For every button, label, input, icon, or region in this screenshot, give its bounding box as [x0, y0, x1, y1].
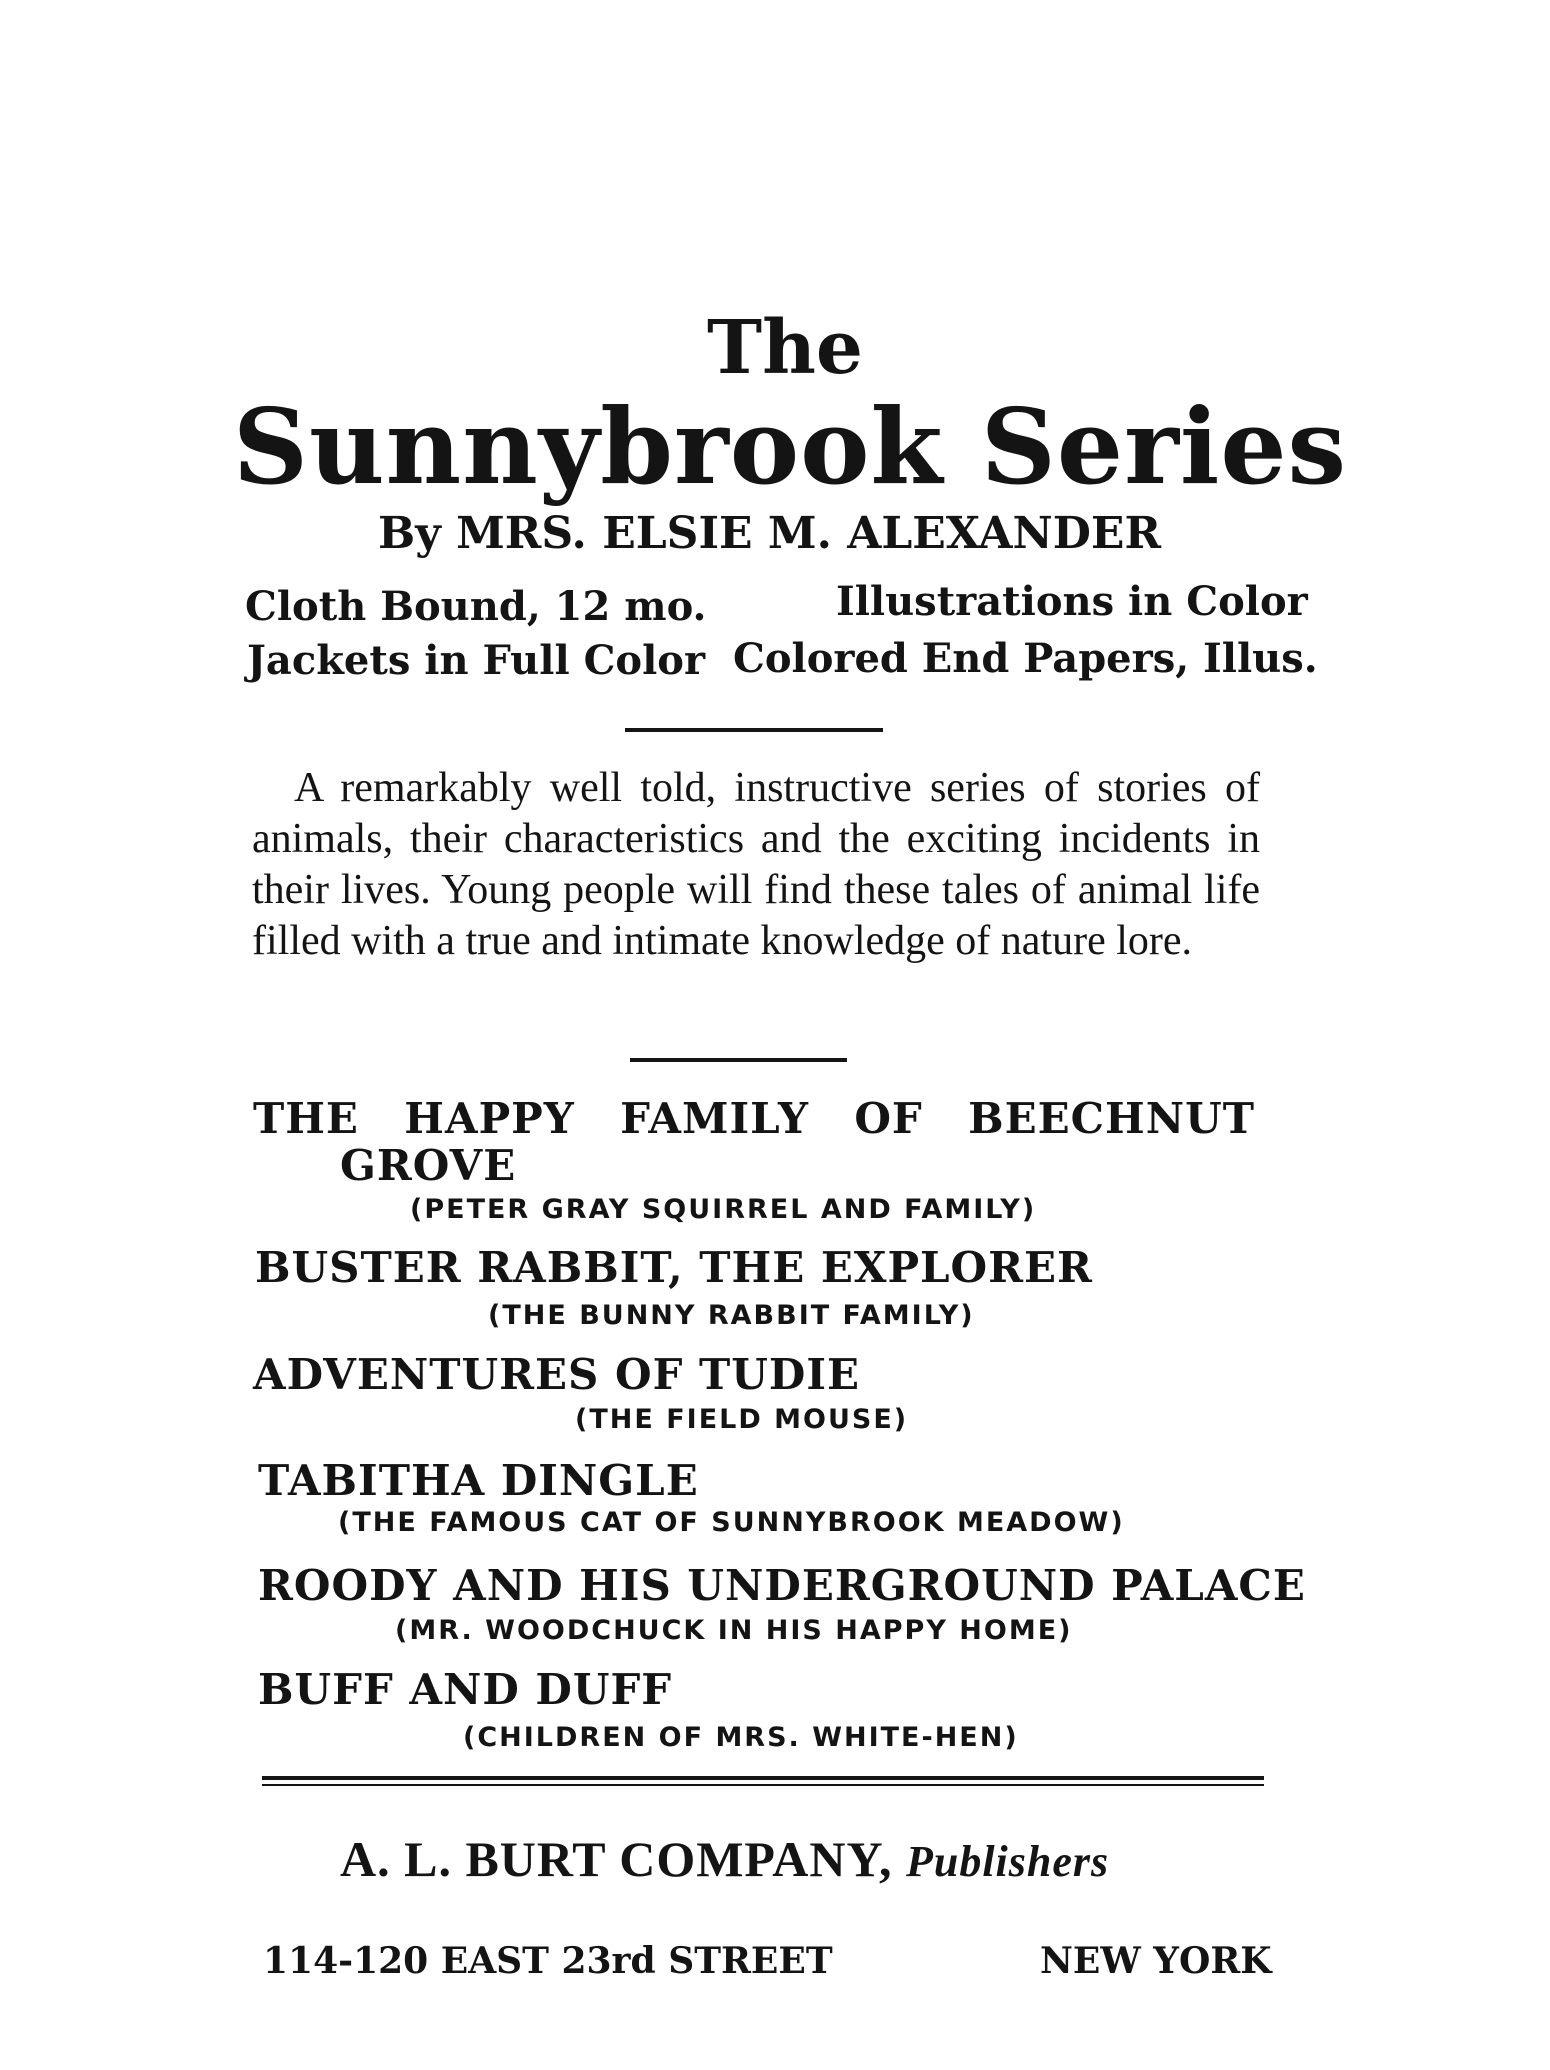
- publisher-company: A. L. BURT COMPANY,: [340, 1831, 893, 1887]
- spec-jackets: Jackets in Full Color: [247, 637, 706, 684]
- publisher-line: [340, 1830, 1109, 1888]
- book-subtitle-4: (THE FAMOUS CAT OF SUNNYBROOK MEADOW): [338, 1507, 1125, 1538]
- divider-top: [625, 728, 883, 732]
- publisher-city: NEW YORK: [1040, 1940, 1272, 1982]
- book-subtitle-1: (PETER GRAY SQUIRREL AND FAMILY): [410, 1194, 1037, 1225]
- series-description: A remarkably well told, instructive series of stories of animals, their characteristics and the exciting incidents in their lives. Young people will find these tales of animal life filled with a true and intimate knowledge of nature lore.: [252, 765, 1260, 964]
- publisher-role: Publishers: [905, 1837, 1110, 1886]
- title-the: The: [707, 305, 863, 391]
- book-1-word: FAMILY: [620, 1094, 809, 1143]
- spec-illustrations: Illustrations in Color: [836, 578, 1308, 625]
- book-title-6: BUFF AND DUFF: [258, 1665, 673, 1714]
- author-line: By MRS. ELSIE M. ALEXANDER: [378, 508, 1162, 559]
- book-subtitle-6: (CHILDREN OF MRS. WHITE-HEN): [463, 1722, 1019, 1753]
- book-title-1-line1: [253, 1094, 1255, 1143]
- book-subtitle-5: (MR. WOODCHUCK IN HIS HAPPY HOME): [395, 1615, 1073, 1646]
- book-1-word: OF: [854, 1094, 923, 1143]
- book-subtitle-3: (THE FIELD MOUSE): [575, 1404, 909, 1435]
- book-title-3: ADVENTURES OF TUDIE: [253, 1350, 860, 1399]
- series-title: Sunnybrook Series: [232, 385, 1348, 508]
- book-1-word: HAPPY: [404, 1094, 575, 1143]
- publisher-address: 114-120 EAST 23rd STREET: [263, 1940, 833, 1982]
- divider-middle: [630, 1058, 847, 1062]
- book-1-word: THE: [253, 1094, 359, 1143]
- double-rule-top: [262, 1776, 1264, 1780]
- book-subtitle-2: (THE BUNNY RABBIT FAMILY): [488, 1300, 975, 1331]
- book-title-5: ROODY AND HIS UNDERGROUND PALACE: [258, 1561, 1306, 1610]
- book-1-word: BEECHNUT: [968, 1094, 1255, 1143]
- book-title-1-line2: GROVE: [340, 1141, 517, 1190]
- double-rule-bottom: [262, 1784, 1264, 1786]
- book-title-4: TABITHA DINGLE: [258, 1456, 699, 1505]
- book-title-2: BUSTER RABBIT, THE EXPLORER: [255, 1243, 1093, 1292]
- spec-end-papers: Colored End Papers, Illus.: [733, 635, 1318, 682]
- spec-cloth-bound: Cloth Bound, 12 mo.: [245, 583, 707, 630]
